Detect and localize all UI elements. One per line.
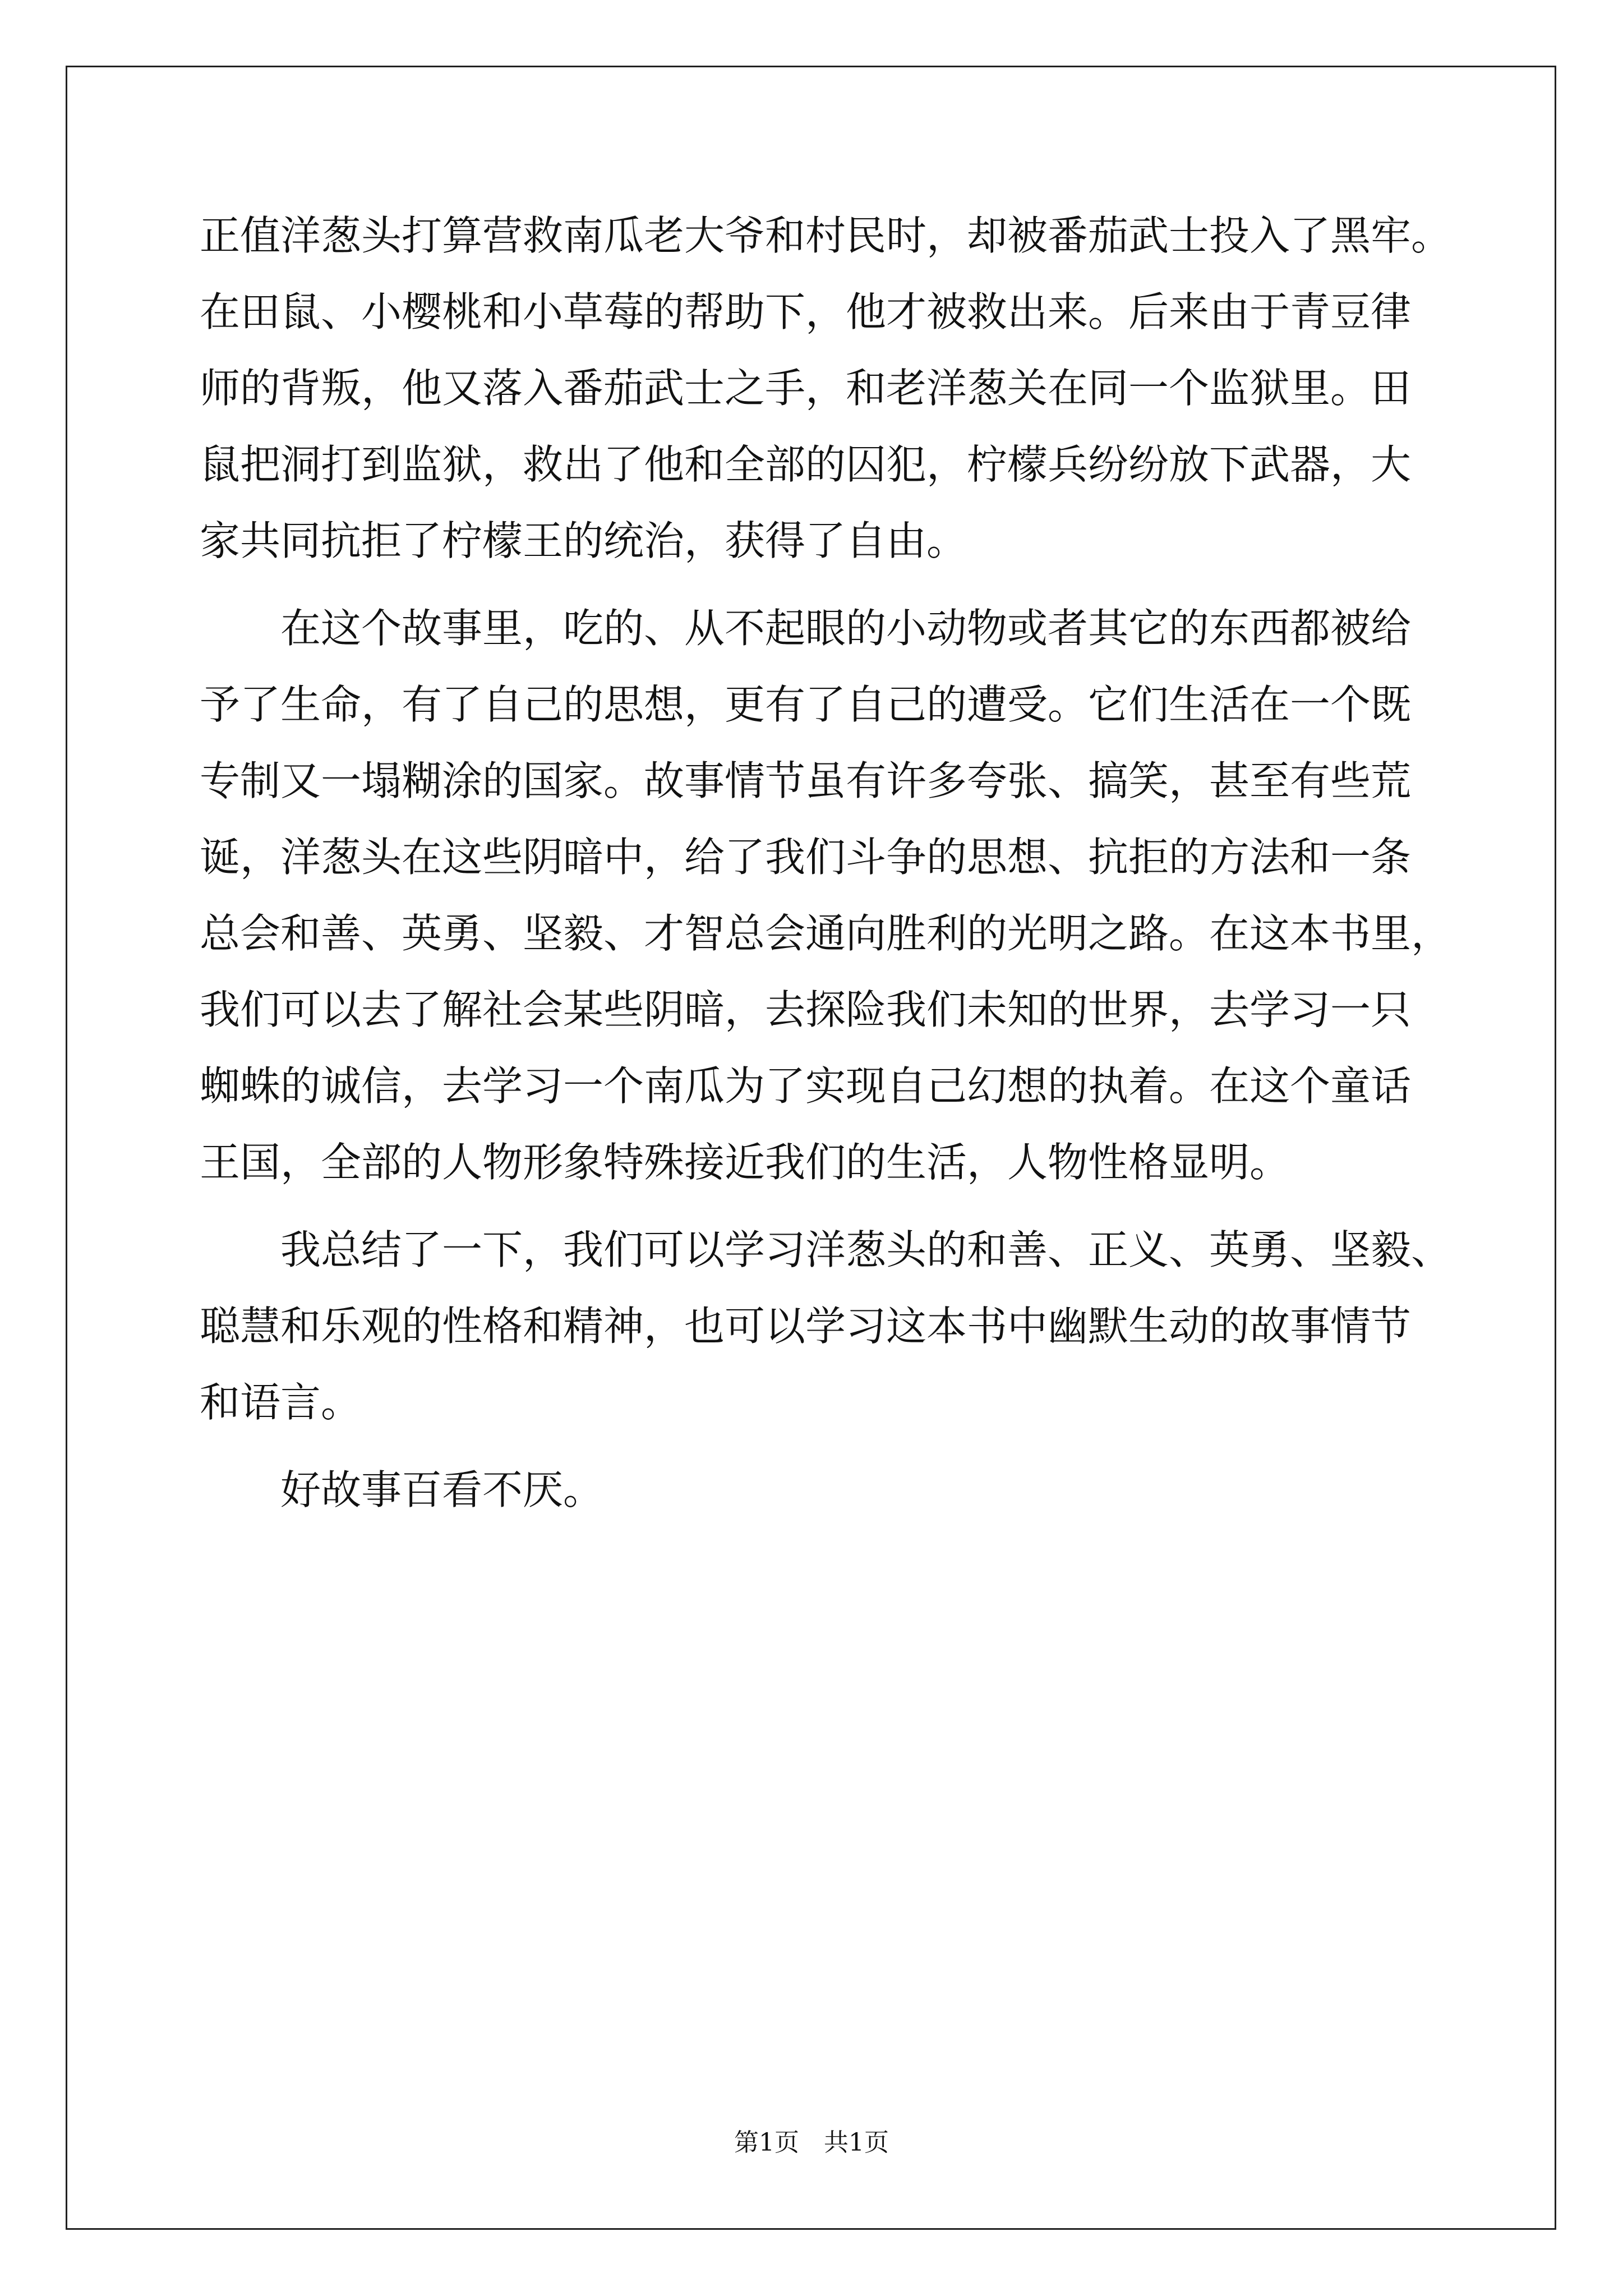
text-line: 和语言。 [200, 1379, 362, 1426]
text-line: 诞，洋葱头在这些阴暗中，给了我们斗争的思想、抗拒的方法和一条 [200, 834, 1412, 881]
text-line: 好故事百看不厌。 [200, 1466, 604, 1513]
text-line: 在这个故事里，吃的、从不起眼的小动物或者其它的东西都被给 [200, 605, 1412, 652]
text-line: 家共同抗拒了柠檬王的统治，获得了自由。 [200, 517, 967, 564]
page-footer: 第1页 共1页 [734, 2128, 889, 2157]
text-line: 鼠把洞打到监狱，救出了他和全部的囚犯，柠檬兵纷纷放下武器，大 [200, 441, 1412, 488]
text-line: 师的背叛，他又落入番茄武士之手，和老洋葱关在同一个监狱里。田 [200, 365, 1412, 412]
text-line: 专制又一塌糊涂的国家。故事情节虽有许多夸张、搞笑，甚至有些荒 [200, 757, 1412, 804]
text-line: 我们可以去了解社会某些阴暗，去探险我们未知的世界，去学习一只 [200, 986, 1412, 1033]
text-line: 正值洋葱头打算营救南瓜老大爷和村民时，却被番茄武士投入了黑牢。 [200, 212, 1452, 259]
text-line: 蜘蛛的诚信，去学习一个南瓜为了实现自己幻想的执着。在这个童话 [200, 1062, 1412, 1110]
text-line: 在田鼠、小樱桃和小草莓的帮助下，他才被救出来。后来由于青豆律 [200, 288, 1412, 335]
text-line: 聪慧和乐观的性格和精神，也可以学习这本书中幽默生动的故事情节 [200, 1303, 1412, 1350]
text-line: 予了生命，有了自己的思想，更有了自己的遭受。它们生活在一个既 [200, 681, 1412, 728]
text-line: 总会和善、英勇、坚毅、才智总会通向胜利的光明之路。在这本书里， [200, 910, 1452, 957]
text-line: 我总结了一下，我们可以学习洋葱头的和善、正义、英勇、坚毅、 [200, 1226, 1452, 1273]
text-line: 王国，全部的人物形象特殊接近我们的生活，人物性格显明。 [200, 1139, 1290, 1186]
